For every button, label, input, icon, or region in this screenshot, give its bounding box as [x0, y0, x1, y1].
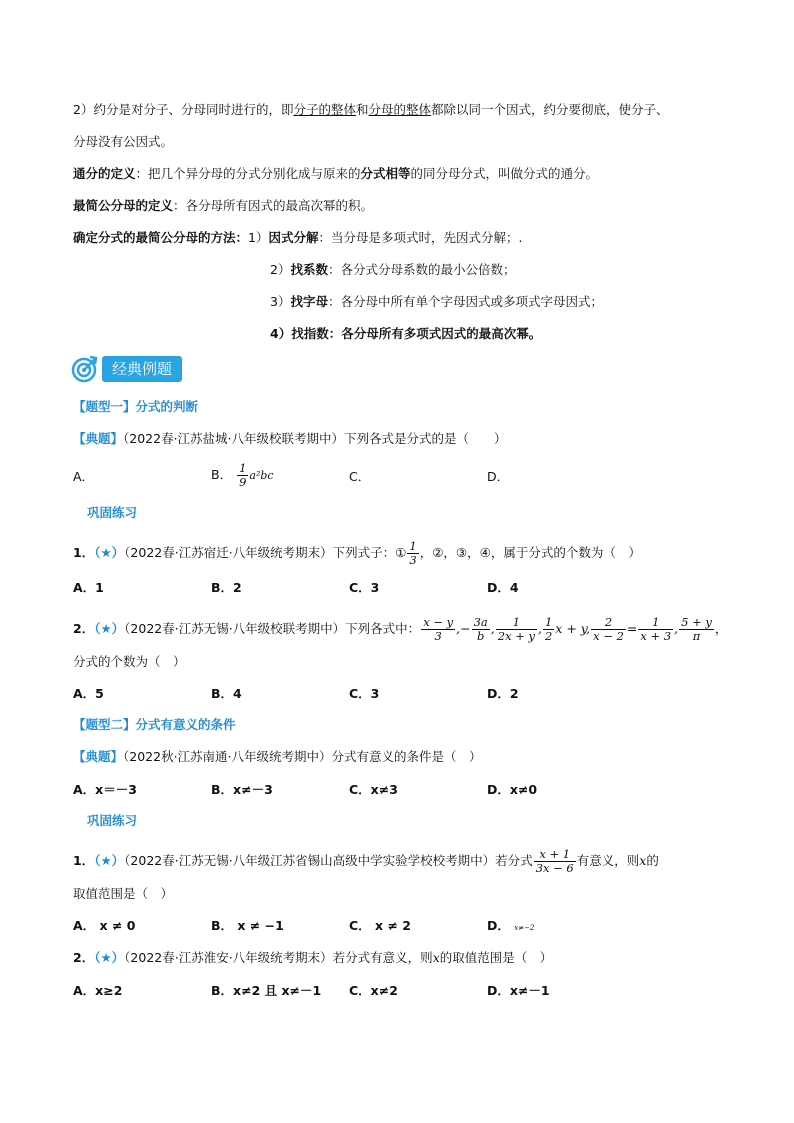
numerator: 1: [496, 616, 537, 630]
denominator: π: [692, 629, 701, 643]
t2-question-1: [73, 848, 659, 875]
question-text: （2022春·江苏宿迁·八年级统考期末）下列式子：①: [124, 545, 407, 560]
option-c[interactable]: C． x ≠ 2: [349, 918, 411, 933]
option-a[interactable]: A．1: [73, 580, 104, 595]
option-a[interactable]: A．x＝－3: [73, 782, 137, 797]
option-a[interactable]: A． x ≠ 0: [73, 918, 136, 933]
denominator: 3x − 6: [535, 861, 574, 875]
question-text: 的: [646, 853, 659, 868]
definition-bold: 分式相等: [360, 166, 411, 181]
option-label: B．: [211, 467, 233, 482]
option-c[interactable]: C．: [349, 469, 371, 484]
underlined-term: 分子的整体: [293, 102, 356, 117]
section-title: 经典例题: [102, 356, 182, 382]
t1-question-1: [73, 540, 641, 567]
method-line-4: 4）找指数：各分母所有多项式因式的最高次幂。: [270, 326, 542, 341]
practice-heading: 巩固练习: [87, 505, 138, 520]
method-bold: 因式分解: [268, 230, 319, 245]
option-d[interactable]: D．2: [487, 686, 519, 701]
fraction: [407, 540, 418, 567]
option-d[interactable]: D．x≠0: [487, 782, 538, 797]
option-c[interactable]: C．3: [349, 580, 380, 595]
option-a[interactable]: A．: [73, 469, 95, 484]
star-icon: （★）: [94, 950, 125, 965]
option-a[interactable]: A．x≥2: [73, 983, 123, 998]
denominator: 3: [434, 629, 442, 643]
intro-text: 都除以同一个因式，约分要彻底，使分子、: [431, 102, 669, 117]
definition-text: ：把几个异分母的分式分别化成与原来的: [135, 166, 361, 181]
definition-label: 最简公分母的定义: [73, 198, 174, 213]
numerator: 3a: [473, 615, 488, 629]
expression: a²bc: [249, 469, 274, 482]
definition-label: 通分的定义: [73, 166, 136, 181]
question-number: 1．: [73, 853, 95, 868]
type2-heading: 【题型二】分式有意义的条件: [73, 717, 236, 732]
comma: ,: [538, 621, 542, 636]
method-bold: 找字母: [290, 294, 328, 309]
denominator: 3: [409, 553, 417, 567]
method-line-3: [270, 292, 603, 312]
type2-example: [73, 747, 482, 767]
question-text: （2022春·江苏淮安·八年级统考期末）若分式有意义，则: [124, 950, 433, 965]
option-label: D．: [487, 918, 510, 933]
question-text: （2022春·江苏无锡·八年级江苏省锡山高级中学实验学校校考期中）若分式: [124, 853, 533, 868]
numerator: 1: [409, 539, 417, 553]
option-d[interactable]: D．x≠－1: [487, 983, 550, 998]
equals: =: [626, 621, 638, 636]
practice-heading: 巩固练习: [87, 813, 138, 828]
denominator: 2x + y: [497, 629, 535, 643]
underlined-term: 分母的整体: [368, 102, 432, 117]
star-icon: （★）: [94, 621, 125, 636]
star-icon: （★）: [94, 545, 125, 560]
denominator: 2: [544, 629, 553, 643]
t2-question-2: [73, 948, 552, 968]
method-text: ：各分母中所有单个字母因式或多项式字母因式；: [327, 294, 603, 309]
option-b[interactable]: B．4: [211, 686, 242, 701]
question-text: ，②，③，④，属于分式的个数为（ ）: [419, 545, 641, 560]
option-c[interactable]: C．x≠3: [349, 782, 398, 797]
denominator: x + 3: [640, 629, 672, 643]
numerator: 1: [638, 616, 673, 630]
option-d[interactable]: D．: [487, 469, 510, 484]
numerator: 5 + y: [681, 615, 712, 629]
question-text: （2022春·江苏无锡·八年级校联考期中）下列各式中：: [124, 621, 421, 636]
example-tag: 【典题】: [73, 749, 124, 764]
star-icon: （★）: [94, 853, 125, 868]
method-bold: 找系数: [290, 262, 328, 277]
fraction: [543, 616, 554, 643]
option-d[interactable]: [487, 916, 534, 938]
question-number: 2．: [73, 621, 95, 636]
variable: x: [639, 853, 647, 868]
fraction: [237, 462, 248, 489]
sign: ,−: [456, 621, 471, 636]
expression: x≠−2: [514, 924, 535, 932]
denominator: b: [476, 629, 485, 643]
method-num: 1）: [248, 230, 269, 245]
example-tag: 【典题】: [73, 431, 124, 446]
denominator: x − 2: [593, 629, 624, 643]
intro-text: 2）约分是对分子、分母同时进行的，即: [73, 102, 294, 117]
t1-question-2: [73, 616, 727, 643]
fraction: [591, 616, 626, 643]
option-c[interactable]: C．3: [349, 686, 380, 701]
target-arrow-icon: [70, 354, 100, 384]
example-text: （2022春·江苏盐城·八年级校联考期中）下列各式是分式的是（ ）: [123, 431, 507, 446]
punctuation: ，: [714, 621, 728, 636]
question-text: 有意义，则: [576, 853, 640, 868]
expression: x + y,: [555, 621, 591, 636]
method-num: 2）: [270, 262, 291, 277]
option-b[interactable]: B．x≠2 且 x≠－1: [211, 983, 322, 998]
numerator: 1: [544, 615, 553, 629]
numerator: 2: [591, 616, 626, 630]
tongfen-definition: [73, 164, 598, 184]
definition-text: ：各分母所有因式的最高次幂的积。: [173, 198, 374, 213]
method-label: 确定分式的最简公分母的方法：: [73, 230, 249, 245]
example-text: （2022秋·江苏南通·八年级统考期中）分式有意义的条件是（ ）: [123, 749, 482, 764]
fraction: [638, 616, 673, 643]
definition-text: 的同分母分式，叫做分式的通分。: [410, 166, 599, 181]
option-b[interactable]: B． x ≠ −1: [211, 918, 284, 933]
method-line-2: [270, 260, 515, 280]
zuijian-definition: [73, 196, 373, 216]
method-num: 3）: [270, 294, 291, 309]
numerator: x − y: [423, 615, 454, 629]
fraction: [421, 616, 455, 643]
method-line-1: [73, 228, 522, 248]
expression-list: [420, 615, 715, 643]
question-number: 1．: [73, 545, 95, 560]
fraction: [679, 616, 714, 643]
comma: ,: [674, 621, 679, 636]
question-number: 2．: [73, 950, 95, 965]
option-b[interactable]: [211, 462, 274, 489]
denominator: 9: [239, 475, 247, 489]
t2-question-1-line2: 取值范围是（ ）: [73, 886, 174, 901]
numerator: x + 1: [534, 848, 576, 862]
option-b[interactable]: B．2: [211, 580, 242, 595]
variable: x: [432, 950, 440, 965]
method-text: ：各分式分母系数的最小公倍数；: [327, 262, 516, 277]
t1-question-2-line2: 分式的个数为（ ）: [73, 654, 186, 669]
option-a[interactable]: A．5: [73, 686, 104, 701]
intro-text: 和: [355, 102, 369, 117]
fraction: [472, 616, 490, 643]
fraction: [496, 616, 537, 643]
option-d[interactable]: D．4: [487, 580, 519, 595]
numerator: 1: [239, 461, 247, 475]
fraction: [534, 848, 576, 875]
question-text: 的取值范围是（ ）: [439, 950, 553, 965]
method-text: ：当分母是多项式时，先因式分解；.: [318, 230, 523, 245]
type1-heading: 【题型一】分式的判断: [73, 399, 199, 414]
intro-line-1: [73, 100, 669, 120]
type1-example: [73, 429, 507, 449]
intro-line-2: 分母没有公因式。: [73, 134, 174, 149]
option-b[interactable]: B．x≠－3: [211, 782, 273, 797]
option-c[interactable]: C．x≠2: [349, 983, 398, 998]
comma: ,: [490, 621, 495, 636]
